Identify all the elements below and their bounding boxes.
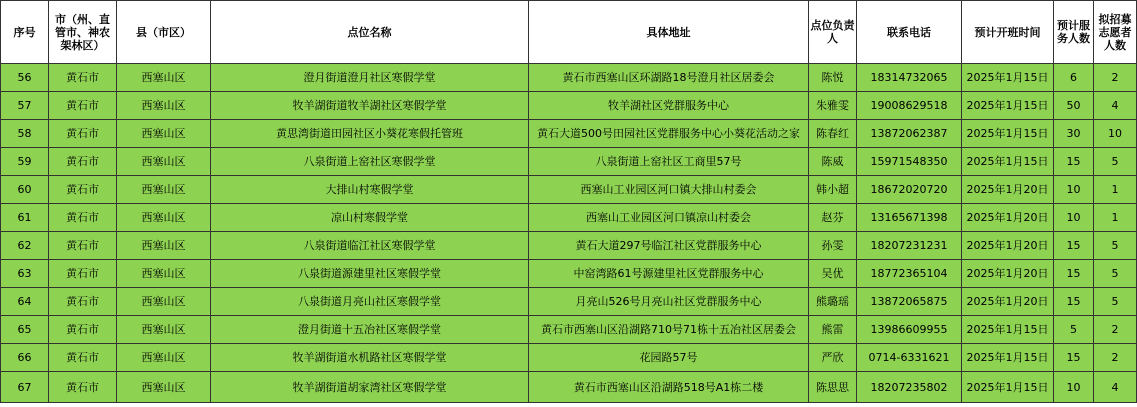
cell-city: 黄石市 [49,92,117,120]
cell-city: 黄石市 [49,316,117,344]
cell-phone: 18672020720 [857,176,962,204]
cell-address: 牧羊湖社区党群服务中心 [529,92,809,120]
cell-index: 66 [1,344,49,372]
col-header-contact-person: 点位负责人 [809,1,857,64]
cell-contact-person: 孙雯 [809,232,857,260]
table-row [1,288,1137,316]
cell-site-name: 凉山村寒假学堂 [211,204,529,232]
cell-phone: 13165671398 [857,204,962,232]
cell-address: 黄石大道500号田园社区党群服务中心小葵花活动之家 [529,120,809,148]
cell-service-count: 15 [1054,232,1094,260]
cell-volunteer-count: 5 [1094,288,1137,316]
cell-phone: 15971548350 [857,148,962,176]
cell-county: 西塞山区 [117,372,211,403]
cell-start-date: 2025年1月15日 [962,344,1054,372]
col-header-service-count: 预计服务人数 [1054,1,1094,64]
cell-service-count: 6 [1054,64,1094,92]
table-row [1,260,1137,288]
cell-volunteer-count: 1 [1094,204,1137,232]
cell-site-name: 八泉街道临江社区寒假学堂 [211,232,529,260]
cell-phone: 18772365104 [857,260,962,288]
col-header-volunteer-count: 拟招募志愿者人数 [1094,1,1137,64]
cell-service-count: 15 [1054,344,1094,372]
cell-index: 60 [1,176,49,204]
cell-volunteer-count: 4 [1094,92,1137,120]
col-header-index: 序号 [1,1,49,64]
cell-service-count: 10 [1054,176,1094,204]
cell-city: 黄石市 [49,148,117,176]
cell-index: 64 [1,288,49,316]
table-row [1,148,1137,176]
cell-address: 黄石市西塞山区环湖路18号澄月社区居委会 [529,64,809,92]
cell-start-date: 2025年1月20日 [962,204,1054,232]
cell-volunteer-count: 2 [1094,316,1137,344]
cell-phone: 0714-6331621 [857,344,962,372]
table-row [1,64,1137,92]
cell-start-date: 2025年1月20日 [962,260,1054,288]
cell-site-name: 牧羊湖街道胡家湾社区寒假学堂 [211,372,529,403]
cell-index: 56 [1,64,49,92]
cell-index: 61 [1,204,49,232]
cell-city: 黄石市 [49,372,117,403]
cell-city: 黄石市 [49,204,117,232]
cell-county: 西塞山区 [117,288,211,316]
table-row [1,176,1137,204]
col-header-site-name: 点位名称 [211,1,529,64]
cell-city: 黄石市 [49,176,117,204]
cell-service-count: 5 [1054,316,1094,344]
cell-phone: 19008629518 [857,92,962,120]
cell-phone: 18314732065 [857,64,962,92]
cell-index: 62 [1,232,49,260]
cell-address: 月亮山526号月亮山社区党群服务中心 [529,288,809,316]
cell-site-name: 大排山村寒假学堂 [211,176,529,204]
cell-index: 59 [1,148,49,176]
col-header-start-date: 预计开班时间 [962,1,1054,64]
cell-county: 西塞山区 [117,344,211,372]
cell-address: 黄石市西塞山区沿湖路518号A1栋二楼 [529,372,809,403]
cell-index: 57 [1,92,49,120]
cell-county: 西塞山区 [117,176,211,204]
cell-service-count: 15 [1054,148,1094,176]
cell-contact-person: 赵芬 [809,204,857,232]
header-row [1,1,1137,64]
table-row [1,92,1137,120]
cell-address: 八泉街道上窑社区工商里57号 [529,148,809,176]
cell-volunteer-count: 5 [1094,148,1137,176]
table-row [1,120,1137,148]
cell-city: 黄石市 [49,120,117,148]
cell-site-name: 澄月街道澄月社区寒假学堂 [211,64,529,92]
cell-service-count: 30 [1054,120,1094,148]
table-body [1,64,1137,403]
cell-volunteer-count: 2 [1094,64,1137,92]
cell-site-name: 八泉街道上窑社区寒假学堂 [211,148,529,176]
cell-city: 黄石市 [49,344,117,372]
cell-contact-person: 韩小超 [809,176,857,204]
table-row [1,344,1137,372]
cell-index: 58 [1,120,49,148]
cell-volunteer-count: 10 [1094,120,1137,148]
cell-site-name: 牧羊湖街道水机路社区寒假学堂 [211,344,529,372]
cell-contact-person: 陈悦 [809,64,857,92]
cell-city: 黄石市 [49,64,117,92]
cell-volunteer-count: 4 [1094,372,1137,403]
cell-address: 花园路57号 [529,344,809,372]
cell-contact-person: 陈威 [809,148,857,176]
cell-phone: 18207231231 [857,232,962,260]
cell-phone: 13872065875 [857,288,962,316]
cell-contact-person: 陈春红 [809,120,857,148]
cell-county: 西塞山区 [117,316,211,344]
cell-address: 西塞山工业园区河口镇大排山村委会 [529,176,809,204]
cell-site-name: 八泉街道源建里社区寒假学堂 [211,260,529,288]
table-row [1,372,1137,403]
cell-county: 西塞山区 [117,232,211,260]
cell-volunteer-count: 1 [1094,176,1137,204]
cell-start-date: 2025年1月15日 [962,316,1054,344]
cell-start-date: 2025年1月15日 [962,148,1054,176]
cell-contact-person: 熊璐瑶 [809,288,857,316]
cell-service-count: 15 [1054,288,1094,316]
cell-contact-person: 吴优 [809,260,857,288]
cell-index: 67 [1,372,49,403]
cell-county: 西塞山区 [117,148,211,176]
cell-county: 西塞山区 [117,260,211,288]
cell-address: 黄石大道297号临江社区党群服务中心 [529,232,809,260]
table-row [1,232,1137,260]
cell-city: 黄石市 [49,232,117,260]
cell-site-name: 牧羊湖街道牧羊湖社区寒假学堂 [211,92,529,120]
cell-phone: 18207235802 [857,372,962,403]
col-header-address: 具体地址 [529,1,809,64]
cell-contact-person: 严欣 [809,344,857,372]
cell-start-date: 2025年1月20日 [962,232,1054,260]
cell-start-date: 2025年1月15日 [962,64,1054,92]
cell-index: 63 [1,260,49,288]
cell-start-date: 2025年1月15日 [962,92,1054,120]
cell-site-name: 澄月街道十五冶社区寒假学堂 [211,316,529,344]
col-header-phone: 联系电话 [857,1,962,64]
cell-service-count: 50 [1054,92,1094,120]
cell-contact-person: 朱雅雯 [809,92,857,120]
table-row [1,204,1137,232]
cell-volunteer-count: 2 [1094,344,1137,372]
cell-service-count: 15 [1054,260,1094,288]
cell-county: 西塞山区 [117,64,211,92]
cell-contact-person: 熊雷 [809,316,857,344]
col-header-city: 市（州、直管市、神农架林区） [49,1,117,64]
cell-city: 黄石市 [49,260,117,288]
cell-phone: 13986609955 [857,316,962,344]
cell-start-date: 2025年1月15日 [962,120,1054,148]
cell-address: 黄石市西塞山区沿湖路710号71栋十五冶社区居委会 [529,316,809,344]
cell-phone: 13872062387 [857,120,962,148]
cell-address: 西塞山工业园区河口镇凉山村委会 [529,204,809,232]
cell-site-name: 八泉街道月亮山社区寒假学堂 [211,288,529,316]
cell-index: 65 [1,316,49,344]
cell-county: 西塞山区 [117,92,211,120]
cell-start-date: 2025年1月15日 [962,372,1054,403]
cell-county: 西塞山区 [117,204,211,232]
col-header-county: 县（市区） [117,1,211,64]
cell-address: 中窑湾路61号源建里社区党群服务中心 [529,260,809,288]
cell-service-count: 10 [1054,204,1094,232]
table-row [1,316,1137,344]
cell-city: 黄石市 [49,288,117,316]
cell-service-count: 10 [1054,372,1094,403]
cell-start-date: 2025年1月20日 [962,288,1054,316]
cell-site-name: 黄思湾街道田园社区小葵花寒假托管班 [211,120,529,148]
cell-contact-person: 陈思思 [809,372,857,403]
cell-start-date: 2025年1月20日 [962,176,1054,204]
cell-volunteer-count: 5 [1094,232,1137,260]
cell-volunteer-count: 5 [1094,260,1137,288]
cell-county: 西塞山区 [117,120,211,148]
